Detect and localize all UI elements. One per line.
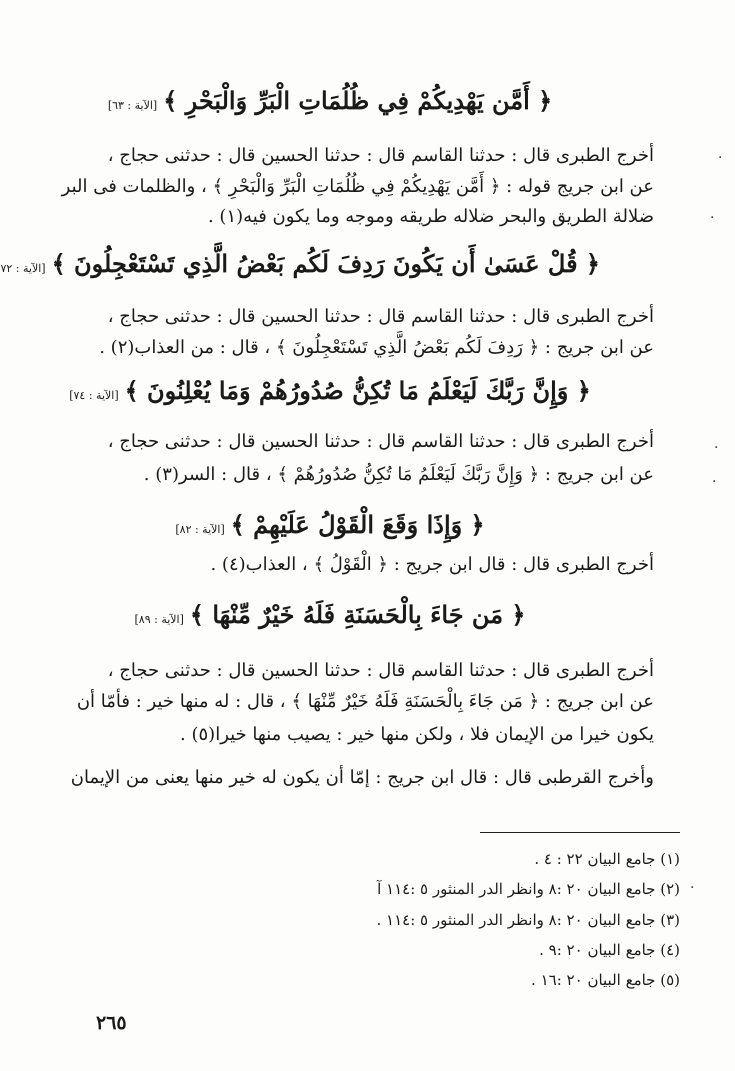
margin-dot: · [690,880,695,896]
footnote-5: (٥) جامع البيان ٢٠ :١٦ . [531,971,680,989]
footnote-divider [480,832,680,833]
verse-ref-4: [الآية : ٨٢] [175,523,225,536]
page-number: ٢٦٥ [96,1012,127,1034]
body-line-2-2: عن ابن جريج : ﴿ رَدِفَ لَكُم بَعْضُ الَّذِي تَسْتَعْجِلُونَ ﴾ ، قال : من العذاب(٢) . [99,337,654,358]
verse-heading-3 [60,372,600,415]
body-line-1-2: عن ابن جريج قوله : ﴿ أَمَّن يَهْدِيكُمْ فِي ظُلُمَاتِ الْبَرِّ وَالْبَحْرِ ﴾ ، والظلمات فى البر [61,176,654,197]
verse-text-5: ﴿ مَن جَاءَ بِالْحَسَنَةِ فَلَهُ خَيْرٌ مِّنْهَا ﴾ [189,600,526,629]
verse-heading-4 [60,506,600,549]
verse-heading-1 [60,82,600,125]
body-line-1-3: ضلالة الطريق والبحر ضلاله طريقه وموجه وما يكون فيه(١) . [207,206,654,227]
footnote-1: (١) جامع البيان ٢٢ : ٤ . [534,850,680,868]
verse-ref-3: [الآية : ٧٤] [69,389,119,402]
body-line-3-2: عن ابن جريج : ﴿ وَإِنَّ رَبَّكَ لَيَعْلَمُ مَا تُكِنُّ صُدُورُهُمْ ﴾ ، قال : السر(٣) . [143,464,654,485]
body-line-1-1: أخرج الطبرى قال : حدثنا القاسم قال : حدثنا الحسين قال : حدثنى حجاج ، [107,145,654,166]
body-line-5-3: يكون خيرا من الإيمان فلا ، ولكن منها خير : يصيب منها خيرا(٥) . [180,724,654,745]
verse-text-2: ﴿ قُلْ عَسَىٰ أَن يَكُونَ رَدِفَ لَكُم بَعْضُ الَّذِي تَسْتَعْجِلُونَ ﴾ [51,249,600,278]
margin-dot: · [714,440,719,456]
verse-text-1: ﴿ أَمَّن يَهْدِيكُمْ فِي ظُلُمَاتِ الْبَرِّ وَالْبَحْرِ ﴾ [163,86,553,115]
margin-dot: · [712,474,717,490]
verse-ref-1: [الآية : ٦٣] [107,99,158,112]
body-line-5-4: وأخرج القرطبى قال : قال ابن جريج : إمّا أن يكون له خير منها يعنى من الإيمان [70,767,654,788]
footnote-4: (٤) جامع البيان ٢٠ :٩ . [539,941,680,959]
verse-text-4: ﴿ وَإِذَا وَقَعَ الْقَوْلُ عَلَيْهِمْ ﴾ [230,510,485,539]
body-line-5-2: عن ابن جريج : ﴿ مَن جَاءَ بِالْحَسَنَةِ فَلَهُ خَيْرٌ مِّنْهَا ﴾ ، قال : له منها خير : فأمّا أن [76,691,654,712]
verse-ref-2: [الآية : ٧٢ [0,262,46,275]
margin-dot: · [718,150,723,166]
margin-dot: · [710,210,715,226]
verse-text-3: ﴿ وَإِنَّ رَبَّكَ لَيَعْلَمُ مَا تُكِنُّ صُدُورُهُمْ وَمَا يُعْلِنُونَ ﴾ [124,376,591,405]
verse-ref-5: [الآية : ٨٩] [134,613,184,626]
body-line-2-1: أخرج الطبرى قال : حدثنا القاسم قال : حدثنا الحسين قال : حدثنى حجاج ، [107,306,654,327]
verse-heading-2 [0,245,600,288]
footnote-2: (٢) جامع البيان ٢٠ :٨ وانظر الدر المنثور ٥ :١١٤ آ [377,880,680,898]
body-line-3-1: أخرج الطبرى قال : حدثنا القاسم قال : حدثنا الحسين قال : حدثنى حجاج ، [107,431,654,452]
body-line-5-1: أخرج الطبرى قال : حدثنا القاسم قال : حدثنا الحسين قال : حدثنى حجاج ، [107,660,654,681]
verse-heading-5 [60,596,600,639]
footnote-3: (٣) جامع البيان ٢٠ :٨ وانظر الدر المنثور ٥ :١١٤ . [376,911,680,929]
body-line-4-1: أخرج الطبرى قال : قال ابن جريج : ﴿ الْقَوْلُ ﴾ ، العذاب(٤) . [210,554,654,575]
